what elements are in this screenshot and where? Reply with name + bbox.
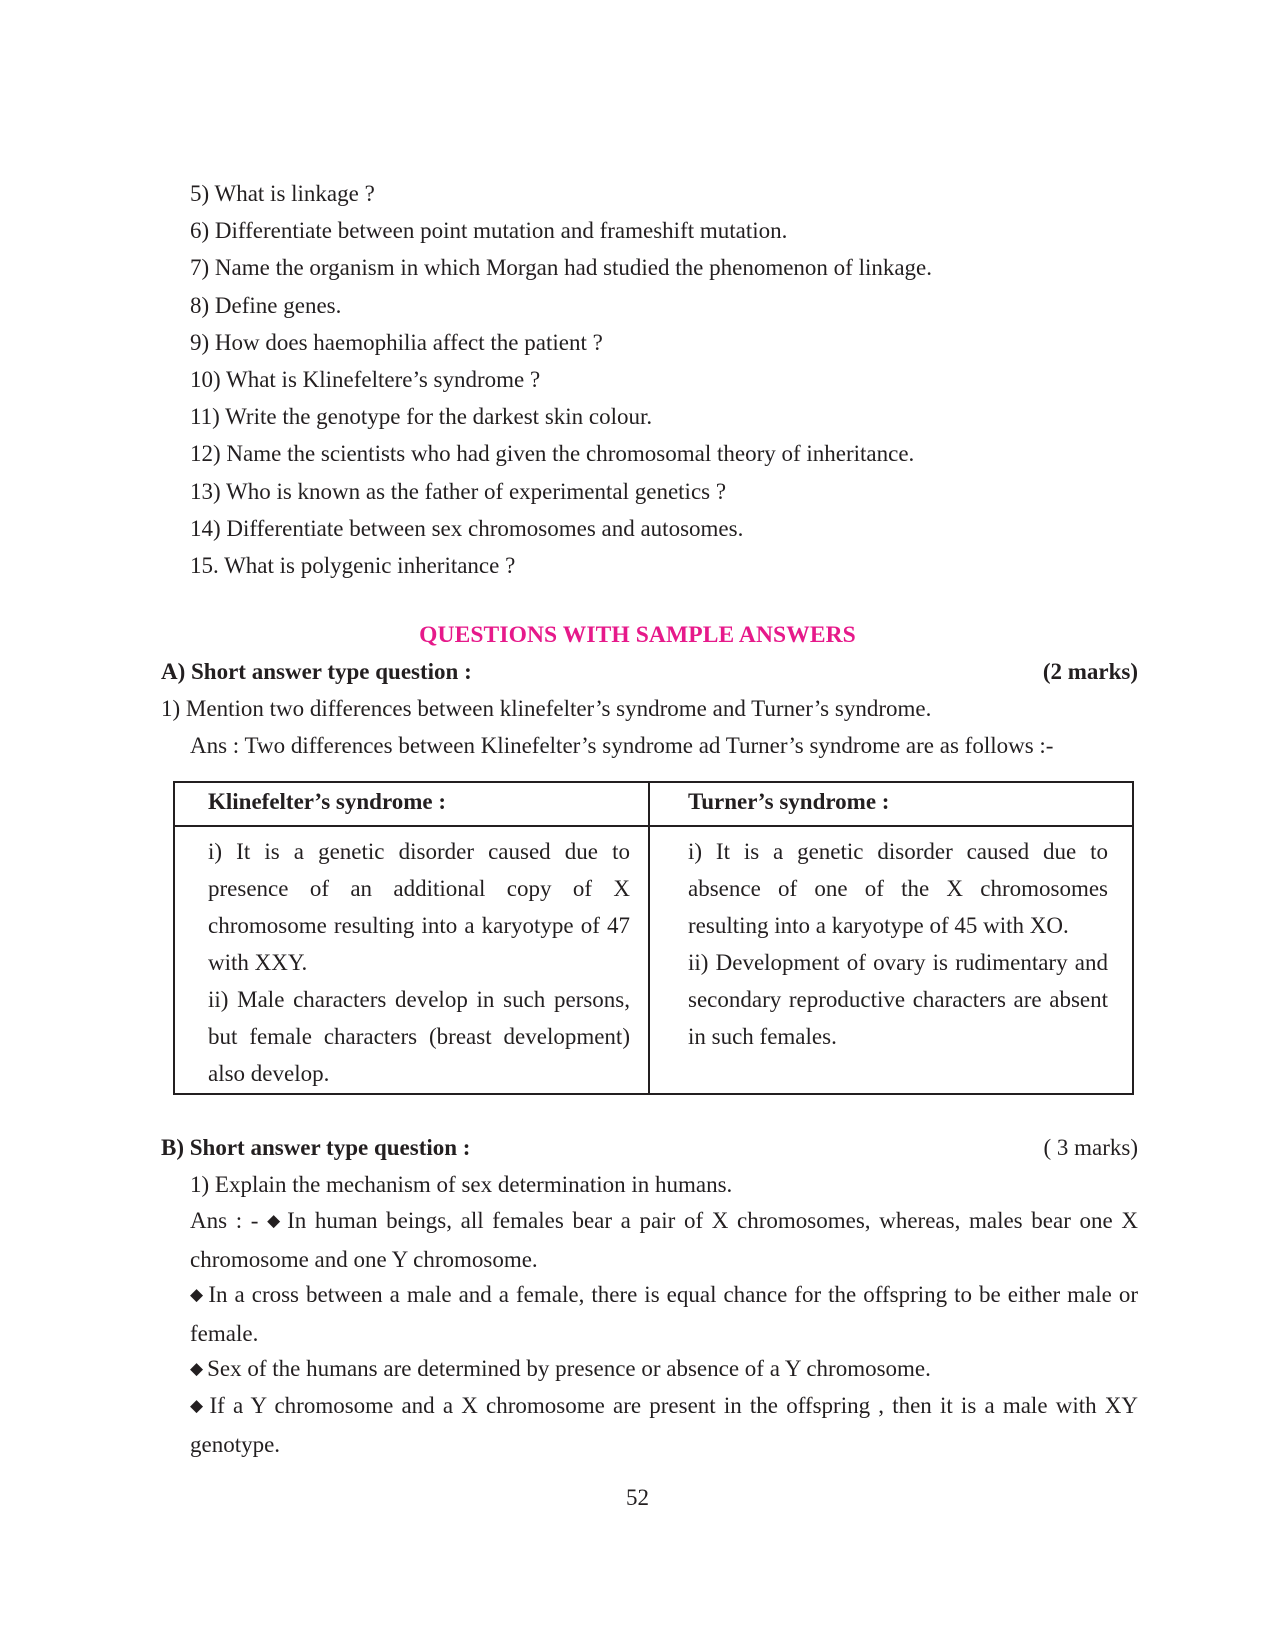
diamond-bullet-icon: ◆ (190, 1396, 206, 1415)
answer-point: In human beings, all females bear a pair of X chromosomes, whereas, males bear one X chromosome and one Y chromosome. (190, 1208, 1138, 1272)
list-item: 12) Name the scientists who had given the chromosomal theory of inheritance. (190, 441, 915, 467)
section-b-title: B) Short answer type question : (161, 1135, 471, 1160)
page-number: 52 (626, 1485, 649, 1510)
answer-prefix: Ans : - (190, 1208, 259, 1233)
section-a-answer-intro: Ans : Two differences between Klinefelter’s syndrome ad Turner’s syndrome are as follows :- (190, 733, 1054, 758)
list-item: 5) What is linkage ? (190, 181, 375, 206)
turner-point: i) It is a genetic disorder caused due to absence of one of the X chromosomes resulting into a karyotype of 45 with XO. (688, 839, 1108, 938)
list-item: 7) Name the organism in which Morgan had studied the phenomenon of linkage. (190, 255, 933, 281)
table-header-klinefelter: Klinefelter’s syndrome : (174, 782, 649, 826)
table-cell-turner (649, 826, 1133, 1094)
section-heading: QUESTIONS WITH SAMPLE ANSWERS (419, 622, 856, 648)
list-item: 10) What is Klinefeltere’s syndrome ? (190, 367, 541, 393)
section-b-header (161, 1135, 1138, 1161)
answer-point: If a Y chromosome and a X chromosome are present in the offspring , then it is a male with XY genotype. (190, 1393, 1138, 1457)
answer-paragraph (190, 1387, 1138, 1463)
list-item: 9) How does haemophilia affect the patient ? (190, 329, 603, 355)
answer-paragraph (190, 1202, 1138, 1278)
diamond-bullet-icon: ◆ (190, 1285, 205, 1304)
answer-point: Sex of the humans are determined by presence or absence of a Y chromosome. (207, 1356, 931, 1381)
section-b-question: 1) Explain the mechanism of sex determination in humans. (190, 1172, 733, 1197)
diamond-bullet-icon: ◆ (190, 1359, 204, 1378)
section-a-question: 1) Mention two differences between klinefelter’s syndrome and Turner’s syndrome. (161, 696, 932, 721)
list-item: 13) Who is known as the father of experimental genetics ? (190, 478, 727, 504)
table-header-row (174, 782, 1133, 826)
question-list (190, 175, 1190, 584)
answer-paragraph (190, 1350, 1138, 1389)
answer-paragraph (190, 1276, 1138, 1352)
list-item: 6) Differentiate between point mutation and frameshift mutation. (190, 218, 788, 244)
list-item: 11) Write the genotype for the darkest skin colour. (190, 404, 653, 430)
table-row (174, 826, 1133, 1094)
diamond-bullet-icon: ◆ (267, 1211, 284, 1230)
comparison-table (173, 781, 1134, 1095)
list-item: 15. What is polygenic inheritance ? (190, 553, 516, 579)
section-a-title: A) Short answer type question : (161, 659, 472, 684)
table-header-turner: Turner’s syndrome : (649, 782, 1133, 826)
table-cell-klinefelter (174, 826, 649, 1094)
klinefelter-point: i) It is a genetic disorder caused due to presence of an additional copy of X chromosome resulting into a karyotype of 47 with XXY. (208, 839, 630, 975)
turner-point: ii) Development of ovary is rudimentary and secondary reproductive characters are absent in such females. (688, 950, 1108, 1049)
klinefelter-point: ii) Male characters develop in such persons, but female characters (breast development) also develop. (208, 987, 630, 1086)
answer-point: In a cross between a male and a female, there is equal chance for the offspring to be either male or female. (190, 1282, 1139, 1346)
section-b-marks: ( 3 marks) (1043, 1135, 1138, 1160)
list-item: 8) Define genes. (190, 292, 342, 318)
section-a-marks: (2 marks) (1042, 659, 1138, 684)
list-item: 14) Differentiate between sex chromosomes and autosomes. (190, 515, 744, 541)
section-a-header (161, 659, 1138, 685)
